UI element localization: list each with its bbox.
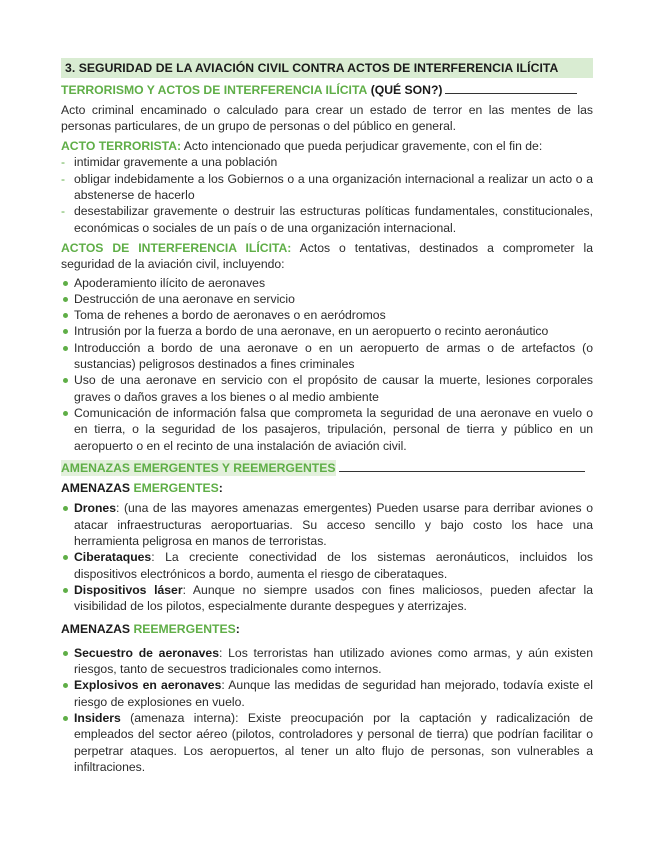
- amenazas-heading: [61, 460, 593, 476]
- amenazas-heading-text: AMENAZAS EMERGENTES Y REEMERGENTES: [61, 460, 336, 475]
- subheading-colon: :: [218, 481, 223, 496]
- terrorismo-heading: [61, 82, 593, 98]
- list-item: [61, 582, 593, 615]
- terrorismo-heading-question: (QUÉ SON?): [370, 83, 443, 98]
- terrorismo-heading-green: TERRORISMO Y ACTOS DE INTERFERENCIA ILÍCITA: [61, 83, 368, 98]
- list-item: Uso de una aeronave en servicio con el propósito de causar la muerte, lesiones corporales graves o daños graves a los bienes o al medio ambiente: [61, 372, 593, 405]
- actos-interferencia-text: Actos o tentativas, destinados a comprometer la seguridad de la aviación civil, incluyendo:: [61, 240, 593, 272]
- list-item: Comunicación de información falsa que comprometa la seguridad de una aeronave en vuelo o en tierra, o la seguridad de los pasajeros, tripulación, personal de tierra y público en un aeropuerto o en el recinto de una instalación de aviación civil.: [61, 405, 593, 454]
- actos-interferencia-list: [61, 275, 593, 454]
- list-item: [61, 677, 593, 710]
- item-text: (amenaza interna): Existe preocupación por la captación y radicalización de empleados del sector aéreo (pilotos, controladores y personal de tierra) que podrían facilitar o perpetrar ataques. Los aeropuertos, al tener un alto flujo de personas, son vulnerables a infiltraciones.: [74, 710, 593, 774]
- acto-terrorista-paragraph: [61, 138, 593, 154]
- list-item: Toma de rehenes a bordo de aeronaves o en aeródromos: [61, 307, 593, 323]
- emergentes-subheading: [61, 480, 593, 496]
- item-term: Drones: [74, 501, 116, 516]
- list-item: [61, 645, 593, 678]
- reemergentes-subheading: [61, 621, 593, 637]
- item-text: : Aunque no siempre usados con fines maliciosos, pueden afectar la visibilidad de los pilotos, especialmente durante despegues y aterrizajes.: [74, 582, 593, 614]
- terrorismo-paragraph: Acto criminal encaminado o calculado para crear un estado de terror en las mentes de las personas particulares, de un grupo de personas o del público en general.: [61, 102, 593, 133]
- subheading-green: EMERGENTES: [133, 481, 219, 496]
- item-text: : (una de las mayores amenazas emergentes) Pueden usarse para derribar aviones o atacar infraestructuras aeroportuarias. Su acceso sencillo y bajo costo los hace una herramienta peligrosa en manos de terroristas.: [74, 501, 593, 549]
- item-term: Secuestro de aeronaves: [74, 645, 219, 660]
- acto-terrorista-label: ACTO TERRORISTA:: [61, 139, 182, 154]
- heading-rule: [445, 93, 577, 94]
- item-term: Dispositivos láser: [74, 582, 183, 597]
- list-item: Introducción a bordo de una aeronave o en un aeropuerto de armas o de artefactos (o sustancias) peligrosos destinados a fines criminales: [61, 340, 593, 373]
- list-item: [61, 710, 593, 775]
- heading-rule: [339, 471, 585, 472]
- actos-interferencia-label: ACTOS DE INTERFERENCIA ILÍCITA:: [61, 240, 292, 255]
- list-item: - obligar indebidamente a los Gobiernos o a una organización internacional a realizar un acto o a abstenerse de hacerlo: [61, 171, 593, 204]
- acto-terrorista-text: Acto intencionado que pueda perjudicar gravemente, con el fin de:: [181, 139, 543, 154]
- subheading-colon: :: [235, 621, 240, 636]
- list-item: - desestabilizar gravemente o destruir las estructuras políticas fundamentales, constitucionales, económicas o sociales de un país o de una organización internacional.: [61, 203, 593, 236]
- section-title: 3. SEGURIDAD DE LA AVIACIÓN CIVIL CONTRA ACTOS DE INTERFERENCIA ILÍCITA: [61, 58, 593, 78]
- reemergentes-list: [61, 645, 593, 775]
- item-text: : La creciente conectividad de los sistemas aeronáuticos, incluidos los dispositivos electrónicos a bordo, aumenta el riesgo de ciberataques.: [74, 550, 593, 581]
- list-item: Destrucción de una aeronave en servicio: [61, 291, 593, 307]
- subheading-green: REEMERGENTES: [133, 621, 236, 636]
- emergentes-list: [61, 500, 593, 614]
- item-text: : Aunque las medidas de seguridad han mejorado, todavía existe el riesgo de explosiones en vuelo.: [74, 678, 593, 709]
- list-item: - intimidar gravemente a una población: [61, 154, 593, 170]
- subheading-prefix: AMENAZAS: [61, 621, 134, 636]
- item-text: : Los terroristas han utilizado aviones como armas, y aún existen riesgos, tanto de secuestros tradicionales como internos.: [74, 645, 593, 677]
- document-page: [61, 58, 593, 779]
- item-term: Insiders: [74, 710, 121, 725]
- actos-interferencia-paragraph: [61, 240, 593, 273]
- subheading-prefix: AMENAZAS: [61, 481, 134, 496]
- list-item: [61, 500, 593, 549]
- list-item: [61, 549, 593, 582]
- item-term: Ciberataques: [74, 550, 152, 565]
- list-item: Intrusión por la fuerza a bordo de una aeronave, en un aeropuerto o recinto aeronáutico: [61, 323, 593, 339]
- acto-terrorista-list: [61, 154, 593, 235]
- list-item: Apoderamiento ilícito de aeronaves: [61, 275, 593, 291]
- item-term: Explosivos en aeronaves: [74, 678, 222, 693]
